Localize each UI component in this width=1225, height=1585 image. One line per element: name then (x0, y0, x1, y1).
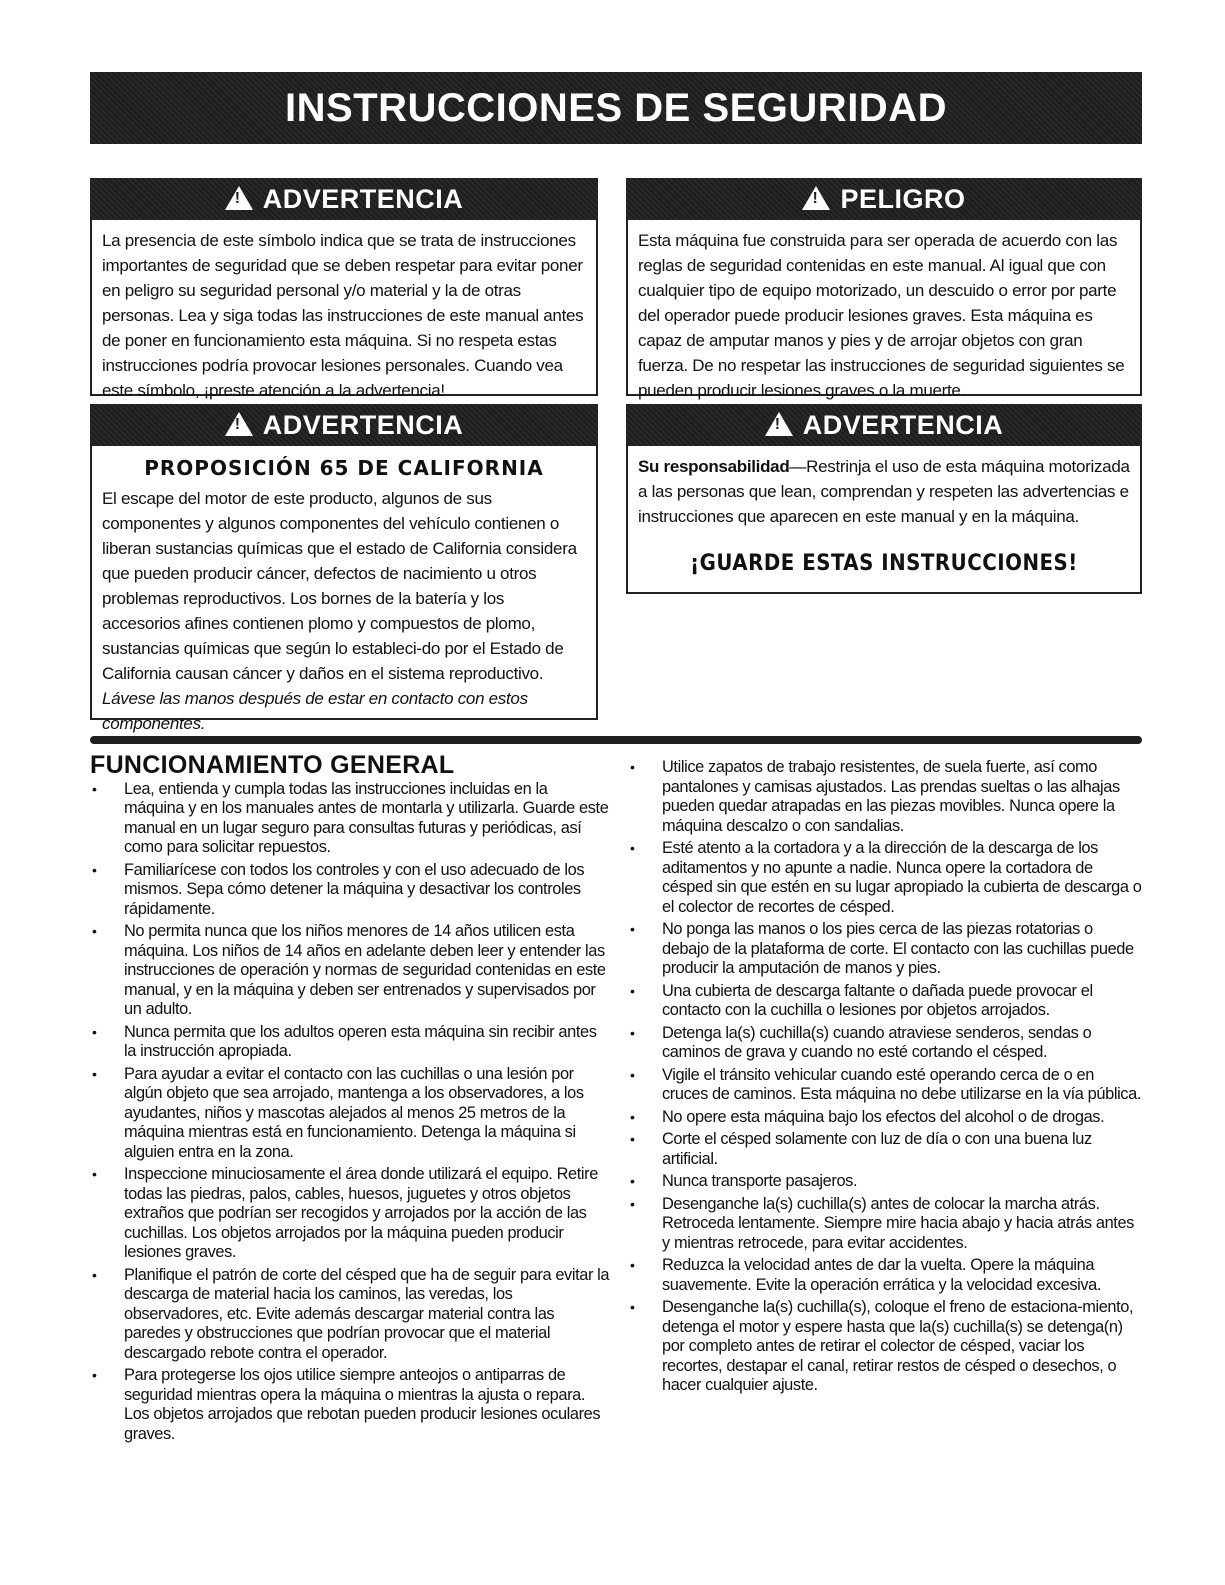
warning-icon (225, 412, 253, 436)
prop65-heading: PROPOSICIÓN 65 DE CALIFORNIA (144, 456, 544, 480)
list-item: • Una cubierta de descarga faltante o dañada puede provocar el contacto con la cuchilla o lesiones por objetos arrojados. (628, 982, 1142, 1021)
warning-icon (225, 186, 253, 210)
left-bullet-list (90, 780, 610, 1445)
prop65-text-block (92, 480, 596, 744)
list-item: • No permita nunca que los niños menores de 14 años utilicen esta máquina. Los niños de 14 años en adelante deben leer y entender las instrucciones de operación y normas de seguridad contenidas en este manual, y en la máquina y deben ser entrenados y supervisados por un adulto. (90, 922, 610, 1020)
warning-icon (802, 186, 830, 210)
list-item: • Nunca transporte pasajeros. (628, 1172, 1142, 1192)
list-item: • No opere esta máquina bajo los efectos del alcohol o de drogas. (628, 1108, 1142, 1128)
list-item: • Desenganche la(s) cuchilla(s), coloque el freno de estaciona-miento, detenga el motor y espere hasta que la(s) cuchilla(s) se detenga(n) por completo antes de retirar el colector de césped, vaciar los recortes, destapar el canal, retirar restos de césped o desechos, o hacer cualquier ajuste. (628, 1298, 1142, 1396)
prop65-italic-note: Lávese las manos después de estar en contacto con estos componentes. (102, 689, 528, 733)
warning-header (90, 404, 598, 446)
right-bullet-list (628, 758, 1142, 1396)
page-title: INSTRUCCIONES DE SEGURIDAD (285, 85, 947, 130)
section-title: FUNCIONAMIENTO GENERAL (90, 751, 455, 779)
section-divider (90, 736, 1142, 744)
warning-header (90, 178, 598, 220)
general-operation-left-column (90, 751, 610, 1447)
warning-icon (765, 412, 793, 436)
warning-header (626, 404, 1142, 446)
responsibility-text-block (628, 446, 1140, 537)
list-item: • Familiarícese con todos los controles y con el uso adecuado de los mismos. Sepa cómo detener la máquina y desactivar los controles rápidamente. (90, 861, 610, 920)
list-item: • Reduzca la velocidad antes de dar la vuelta. Opere la máquina suavemente. Evite la operación errática y la velocidad excesiva. (628, 1256, 1142, 1295)
danger-box (626, 178, 1142, 400)
warning-box-responsibility (626, 404, 1142, 594)
warning-title: ADVERTENCIA (262, 183, 464, 214)
list-item: • No ponga las manos o los pies cerca de las piezas rotatorias o debajo de la plataforma de corte. El contacto con las cuchillas puede producir la amputación de manos y pies. (628, 920, 1142, 979)
list-item: • Para ayudar a evitar el contacto con las cuchillas o una lesión por algún objeto que sea arrojado, mantenga a los observadores, a los ayudantes, niños y mascotas alejados al menos 25 metros de la máquina mientras está en funcionamiento. Detenga la máquina si alguien entra en la zona. (90, 1065, 610, 1163)
responsibility-label: Su responsabilidad (638, 457, 790, 476)
responsibility-text: —Restrinja el uso de esta máquina motorizada a las personas que lean, comprendan y respeten las advertencias e instrucciones que aparecen en este manual y en la máquina. (638, 457, 1130, 526)
list-item: • Para protegerse los ojos utilice siempre anteojos o antiparras de seguridad mientras opera la máquina o mientras la ajusta o repara. Los objetos arrojados que rebotan pueden producir lesiones oculares graves. (90, 1366, 610, 1444)
general-operation-right-column (628, 758, 1142, 1399)
warning-title: ADVERTENCIA (262, 409, 464, 440)
list-item: • Corte el césped solamente con luz de día o con una buena luz artificial. (628, 1130, 1142, 1169)
warning-box-symbol (90, 178, 598, 400)
danger-title: PELIGRO (840, 183, 966, 214)
prop65-text: El escape del motor de este producto, algunos de sus componentes y algunos componentes del vehículo contienen o liberan sustancias químicas que el estado de California considera que pueden producir cáncer, defectos de nacimiento u otros problemas reproductivos. Los bornes de la batería y los accesorios afines contienen plomo y compuestos de plomo, sustancias químicas que según lo estableci-do por el Estado de California causan cáncer y daños en el sistema reproductivo. (102, 489, 577, 683)
list-item: • Vigile el tránsito vehicular cuando esté operando cerca de o en cruces de caminos. Esta máquina no debe utilizarse en la vía pública. (628, 1066, 1142, 1105)
list-item: • Inspeccione minuciosamente el área donde utilizará el equipo. Retire todas las piedras, palos, cables, huesos, juguetes y otros objetos extraños que podrían ser recogidos y arrojados por la acción de las cuchillas. Los objetos arrojados por la máquina pueden producir lesiones graves. (90, 1165, 610, 1263)
page-banner (90, 72, 1142, 144)
list-item: • Utilice zapatos de trabajo resistentes, de suela fuerte, así como pantalones y camisas ajustados. Las prendas sueltas o las alhajas pueden quedar atrapadas en las piezas movibles. Nunca opere la máquina descalzo o con sandalias. (628, 758, 1142, 836)
save-instructions-note: ¡GUARDE ESTAS INSTRUCCIONES! (690, 551, 1078, 576)
danger-header (626, 178, 1142, 220)
list-item: • Desenganche la(s) cuchilla(s) antes de colocar la marcha atrás. Retroceda lentamente. Siempre mire hacia abajo y hacia atrás antes y mientras retrocede, para evitar accidentes. (628, 1195, 1142, 1254)
list-item: • Esté atento a la cortadora y a la dirección de la descarga de los aditamentos y no apunte a nadie. Nunca opere la cortadora de césped sin que estén en su lugar apropiado la cubierta de descarga o el colector de recortes de césped. (628, 839, 1142, 917)
list-item: • Nunca permita que los adultos operen esta máquina sin recibir antes la instrucción apropiada. (90, 1023, 610, 1062)
warning-box-prop65 (90, 404, 598, 733)
danger-text: Esta máquina fue construida para ser operada de acuerdo con las reglas de seguridad contenidas en este manual. Al igual que con cualquier tipo de equipo motorizado, un descuido o error por parte del operador puede producir lesiones graves. Esta máquina es capaz de amputar manos y pies y de arrojar objetos con gran fuerza. De no respetar las instrucciones de seguridad siguientes se pueden producir lesiones graves o la muerte. (638, 231, 1125, 400)
warning-title: ADVERTENCIA (802, 409, 1004, 440)
warning-text: La presencia de este símbolo indica que se trata de instrucciones importantes de seguridad que se deben respetar para evitar poner en peligro su seguridad personal y/o material y la de otras personas. Lea y siga todas las instrucciones de este manual antes de poner en funcionamiento esta máquina. Si no respeta estas instrucciones podría provocar lesiones personales. Cuando vea este símbolo, ¡preste atención a la advertencia! (102, 231, 584, 400)
list-item: • Planifique el patrón de corte del césped que ha de seguir para evitar la descarga de material hacia los caminos, las veredas, los observadores, etc. Evite además descargar material contra las paredes y obstrucciones que podrían provocar que el material descargado rebote contra el operador. (90, 1266, 610, 1364)
list-item: • Detenga la(s) cuchilla(s) cuando atraviese senderos, sendas o caminos de grava y cuando no esté cortando el césped. (628, 1024, 1142, 1063)
list-item: • Lea, entienda y cumpla todas las instrucciones incluidas en la máquina y en los manuales antes de montarla y utilizarla. Guarde este manual en un lugar seguro para consultas futuras y periódicas, así como para solicitar repuestos. (90, 780, 610, 858)
